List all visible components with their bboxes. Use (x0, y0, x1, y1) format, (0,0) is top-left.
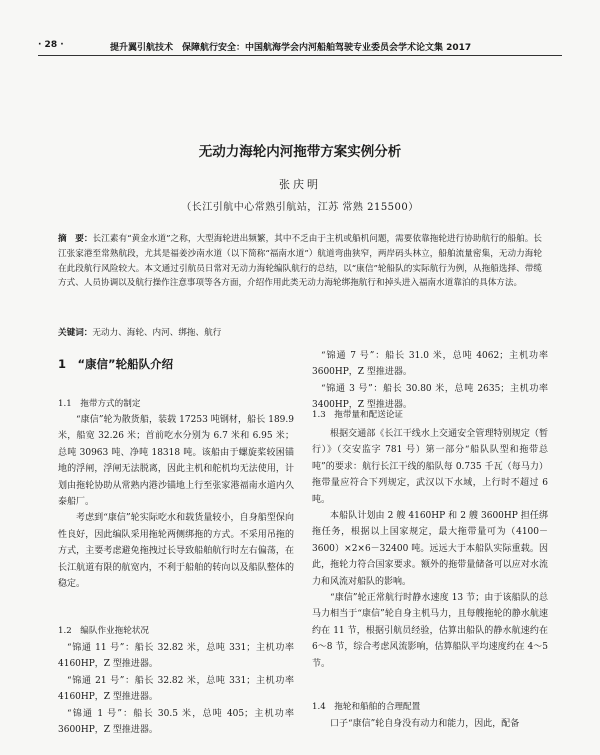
paragraph: “康信”轮正常航行时静水速度 13 节；由于该船队的总马力相当于“康信”轮自身主机马力，且每艘拖轮的静水航速约在 11 节，根据引航员经验，估算出船队的静水航速约在 6～8 节，综合考虑风流影响，估算船队平均速度约在 4～5 节。 (312, 593, 548, 669)
left-column-body-1 (58, 412, 294, 592)
subsection-1-1-heading: 1.1 拖带方式的制定 (58, 399, 141, 409)
abstract (58, 232, 542, 291)
page-number: · 28 · (38, 40, 64, 50)
author-affiliation: （长江引航中心常熟引航站，江苏 常熟 215500） (181, 202, 419, 213)
keywords-label: 关键词： (58, 328, 93, 338)
right-column-body-3 (312, 716, 548, 732)
right-column-body-2 (312, 426, 548, 672)
tug-entry: “锦通 21 号”：船长 32.82 米，总吨 331；主机功率 4160HP，Z 型推进器。 (58, 675, 294, 703)
paragraph: 口子“康信”轮自身没有动力和能力，因此，配备 (330, 719, 520, 729)
paragraph: 考虑到“康信”轮实际吃水和载货量较小，自身船型保向性良好，因此编队采用拖轮两侧绑拖的方式。不采用吊拖的方式，主要考虑避免拖拽过长导致船舶航行时左右偏荡，在长江航道有限的航宽内，不利于船舶的转向以及船队整体的稳定。 (58, 513, 294, 590)
tug-entry: “锦通 7 号”：船长 31.0 米，总吨 4062；主机功率 3600HP，Z 型推进器。 (312, 351, 548, 378)
author-name: 张庆明 (279, 178, 321, 191)
running-title: 提升翼引航技术 保障航行安全：中国航海学会内河船舶驾驶专业委员会学术论文集 2017 (110, 43, 472, 53)
tug-entry: “锦通 3 号”：船长 30.80 米，总吨 2635；主机功率 3400HP，Z 型推进器。 (312, 383, 548, 411)
left-column-body-2 (58, 640, 294, 738)
paragraph: 根据交通部《长江干线水上交通安全管理特别规定（暂行）》（交安监字 781 号）第一部分“船队队型和拖带总吨”的要求：航行长江干线的船队每 0.735 千瓦（每马力）拖带量应符合下列规定，武汉以下水域，上行时不超过 6 吨。 (312, 429, 548, 505)
paragraph: “康信”轮为散货船，装载 17253 吨钢材，船长 189.9 米，船宽 32.26 米；首前吃水分别为 6.7 米和 6.95 米；总吨 30963 吨、净吨 18318 吨。该船由于螺旋桨较困锚地的浮闸，浮闸无法脱离，因此主机和舵机均无法使用，计划由拖轮协助从常熟内港沙锚地上行至张家港福南水道内久泰船厂。 (58, 415, 294, 508)
header-rule (38, 55, 562, 56)
tug-entry: “锦通 1 号”：船长 30.5 米，总吨 405；主机功率 3600HP，Z 型推进器。 (58, 708, 294, 736)
abstract-text: 长江素有“黄金水道”之称，大型海轮进出频繁，其中不乏由于主机或船机问题，需要依靠拖轮进行协助航行的船舶。长江张家港至常熟航段，尤其是福姜沙南水道（以下简称“福南水道”）航道弯曲狭窄，两岸码头林立，船舶流量密集，无动力海轮在此段航行风险较大。本文通过引航员日常对无动力海轮编队航行的总结，以“康信”轮船队的实际航行为例，从拖船选择、带缆方式、人员协调以及航行操作注意事项等各方面，介绍作用此类无动力海轮绑拖航行和掉头进入福南水道靠泊的具体方法。 (58, 234, 542, 289)
article-title: 无动力海轮内河拖带方案实例分析 (198, 144, 402, 160)
right-column-body-1 (312, 348, 548, 414)
subsection-1-2-heading: 1.2 编队作业拖轮状况 (58, 626, 150, 636)
subsection-1-3-heading: 1.3 拖带量和配送论证 (312, 410, 404, 420)
subsection-1-4-heading: 1.4 拖轮和船舶的合理配置 (312, 702, 421, 712)
abstract-label: 摘 要： (58, 234, 93, 244)
section-1-heading: 1 “康信”轮船队介绍 (58, 357, 174, 371)
keywords (58, 326, 542, 340)
tug-entry: “锦通 11 号”：船长 32.82 米，总吨 331；主机功率 4160HP，Z 型推进器。 (58, 643, 294, 670)
keywords-text: 无动力、海轮、内河、绑拖、航行 (92, 328, 222, 338)
paragraph: 本船队计划由 2 艘 4160HP 和 2 艘 3600HP 担任绑拖任务，根据以上国家规定，最大拖带量可为（4100－3600）×2×6－32400 吨。远远大于本船队实际重载。因此，拖轮力符合国家要求。额外的拖带量储备可以应对水流力和风流对船队的影响。 (312, 511, 548, 587)
